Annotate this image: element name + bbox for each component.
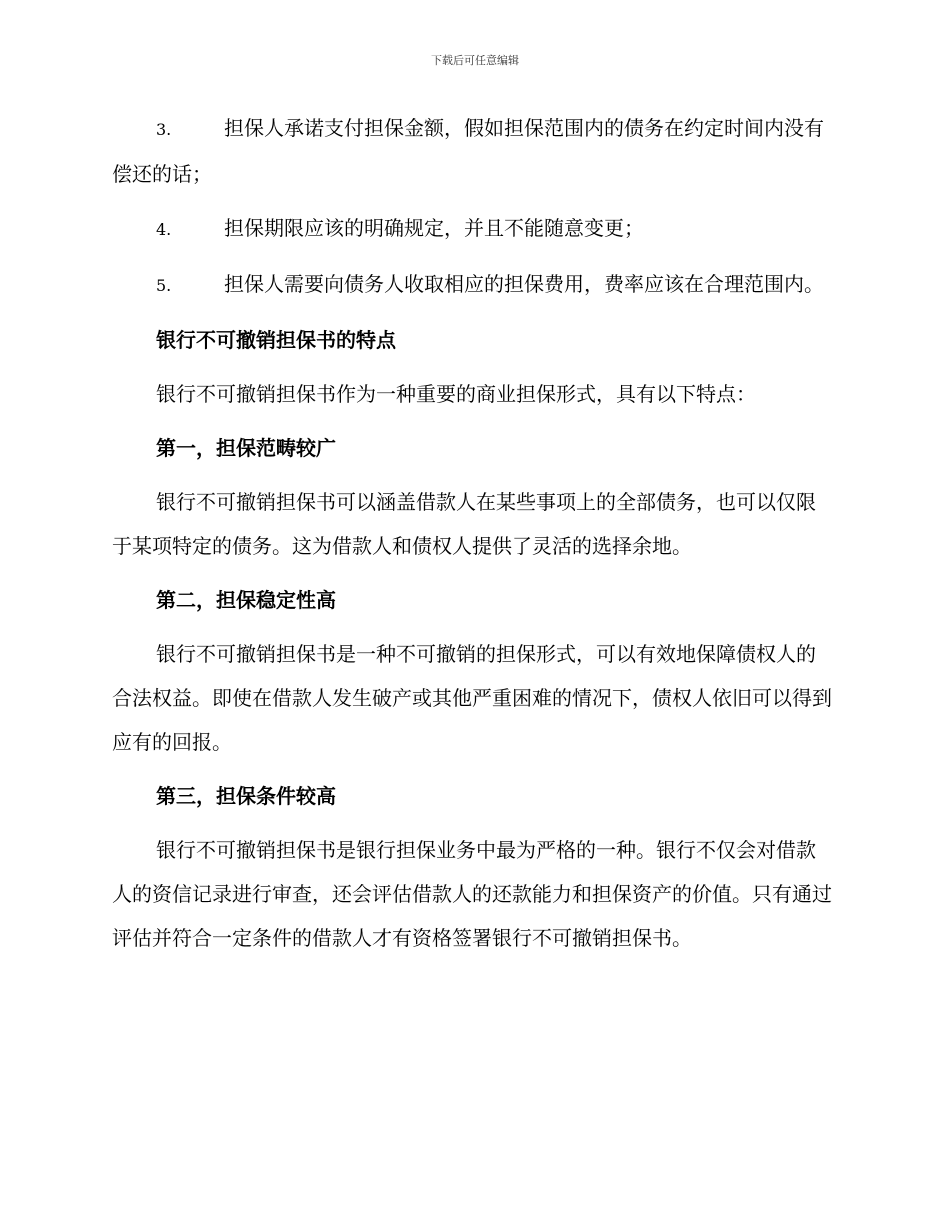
list-item-number: 5. xyxy=(156,276,172,295)
feature-heading: 第一，担保范畴较广 xyxy=(156,436,336,460)
feature-paragraph: 银行不可撤销担保书是一种不可撤销的担保形式，可以有效地保障债权人的合法权益。即使在借款人发生破产或其他严重困难的情况下，债权人依旧可以得到应有的回报。 xyxy=(112,642,832,754)
list-item xyxy=(112,262,832,308)
list-item-text: 担保人承诺支付担保金额，假如担保范围内的债务在约定时间内没有偿还的话； xyxy=(112,116,824,186)
intro-paragraph: 银行不可撤销担保书作为一种重要的商业担保形式，具有以下特点： xyxy=(156,382,756,406)
document-body xyxy=(112,106,832,970)
section-title: 银行不可撤销担保书的特点 xyxy=(156,328,396,352)
feature-heading: 第二，担保稳定性高 xyxy=(156,588,336,612)
list-item-text: 担保期限应该的明确规定，并且不能随意变更； xyxy=(224,216,644,240)
feature-heading: 第三，担保条件较高 xyxy=(156,784,336,808)
list-item xyxy=(112,106,832,196)
feature-paragraph: 银行不可撤销担保书是银行担保业务中最为严格的一种。银行不仅会对借款人的资信记录进行审查，还会评估借款人的还款能力和担保资产的价值。只有通过评估并符合一定条件的借款人才有资格签署银行不可撤销担保书。 xyxy=(112,838,832,950)
list-item-number: 4. xyxy=(156,220,172,239)
list-item-text: 担保人需要向债务人收取相应的担保费用，费率应该在合理范围内。 xyxy=(224,272,824,296)
feature-paragraph: 银行不可撤销担保书可以涵盖借款人在某些事项上的全部债务，也可以仅限于某项特定的债务。这为借款人和债权人提供了灵活的选择余地。 xyxy=(112,490,816,558)
list-item-number: 3. xyxy=(156,120,172,139)
list-item xyxy=(112,206,832,252)
page-header: 下载后可任意编辑 xyxy=(431,54,519,67)
